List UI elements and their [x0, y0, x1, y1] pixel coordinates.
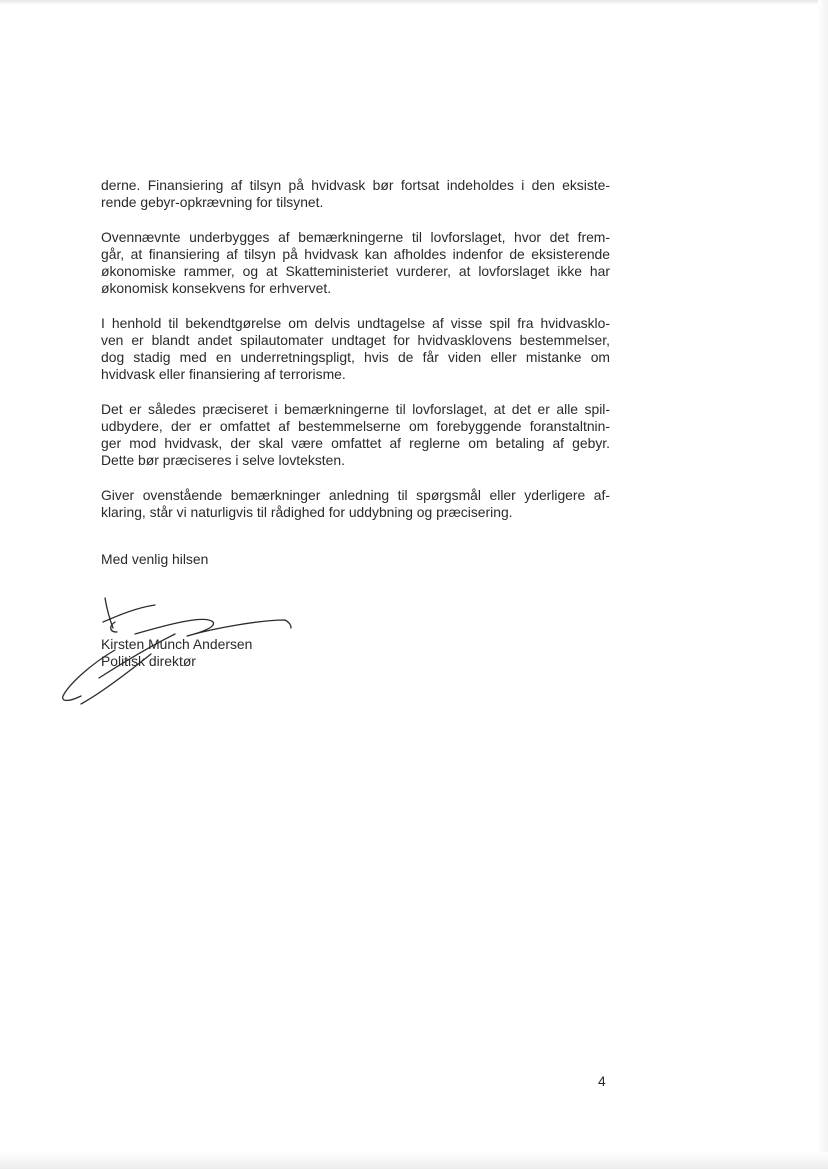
- text-line: udbydere, der er omfattet af bestemmelserne om forebyggende foranstaltnin-: [101, 418, 610, 434]
- handwritten-signature-icon: [55, 592, 305, 712]
- closing-salutation: Med venlig hilsen: [101, 551, 209, 567]
- text-line: Det er således præciseret i bemærkningerne til lovforslaget, at det er alle spil-: [101, 401, 610, 417]
- page-right-shadow: [818, 0, 828, 1169]
- page-number: 4: [598, 1073, 606, 1089]
- text-line: Giver ovenstående bemærkninger anledning til spørgsmål eller yderligere af-: [101, 487, 610, 503]
- page-top-shadow: [0, 0, 828, 5]
- text-line: Dette bør præciseres i selve lovteksten.: [101, 452, 345, 468]
- text-line: dog stadig med en underretningspligt, hvis de får viden eller mistanke om: [101, 349, 610, 365]
- paragraph-4: [101, 401, 610, 469]
- signatory-title: Politisk direktør: [101, 653, 196, 669]
- paragraph-1: [101, 177, 610, 211]
- text-line: hvidvask eller finansiering af terrorisme.: [101, 366, 346, 382]
- paragraph-5: [101, 487, 610, 521]
- text-line: klaring, står vi naturligvis til rådighed for uddybning og præcisering.: [101, 504, 513, 520]
- text-line: økonomisk konsekvens for erhvervet.: [101, 280, 332, 296]
- text-line: I henhold til bekendtgørelse om delvis undtagelse af visse spil fra hvidvasklo-: [101, 315, 610, 331]
- signatory-name: Kirsten Munch Andersen: [101, 636, 253, 652]
- text-line: derne. Finansiering af tilsyn på hvidvask bør fortsat indeholdes i den eksiste-: [101, 177, 610, 193]
- letter-body: [101, 177, 610, 539]
- text-line: Ovennævnte underbygges af bemærkningerne til lovforslaget, hvor det frem-: [101, 229, 610, 245]
- paragraph-3: [101, 315, 610, 383]
- text-line: går, at finansiering af tilsyn på hvidvask kan afholdes indenfor de eksisterende: [101, 246, 610, 262]
- text-line: ven er blandt andet spilautomater undtaget for hvidvasklovens bestemmelser,: [101, 332, 610, 348]
- paragraph-2: [101, 229, 610, 297]
- text-line: økonomiske rammer, og at Skatteministeriet vurderer, at lovforslaget ikke har: [101, 263, 610, 279]
- text-line: rende gebyr-opkrævning for tilsynet.: [101, 194, 324, 210]
- page-bottom-shadow: [0, 1152, 828, 1169]
- text-line: ger mod hvidvask, der skal være omfattet af reglerne om betaling af gebyr.: [101, 435, 610, 451]
